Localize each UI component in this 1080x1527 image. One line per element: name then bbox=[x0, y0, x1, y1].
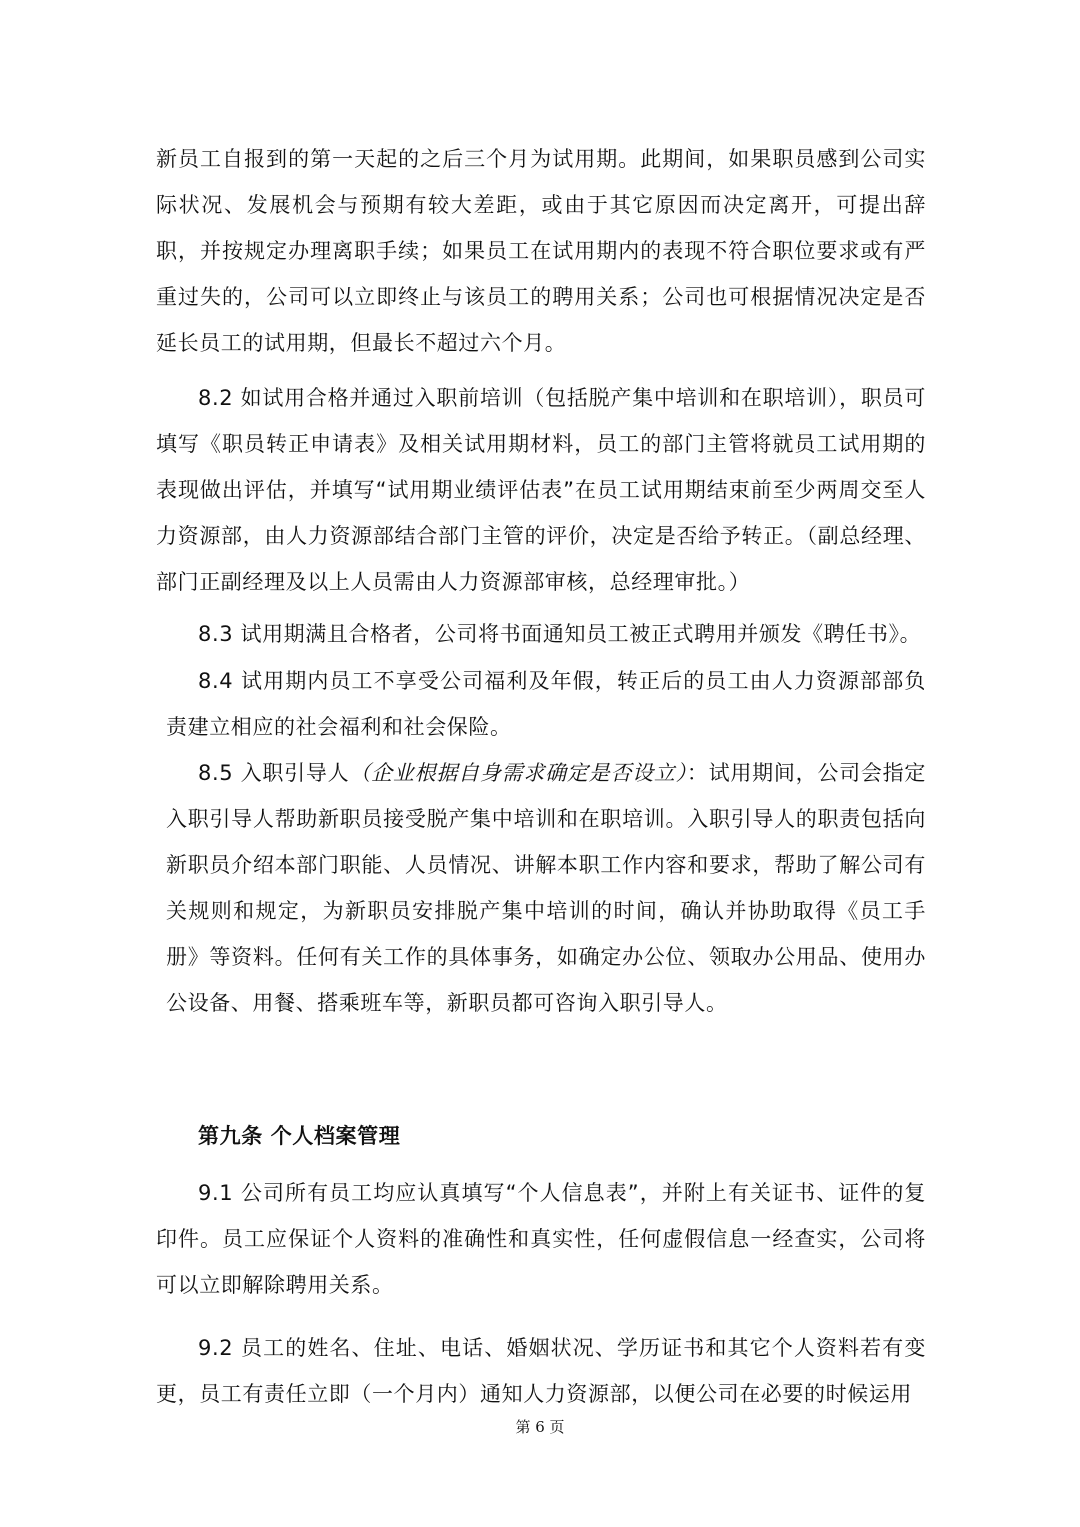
paragraph-8-4: 8.4 试用期内员工不享受公司福利及年假，转正后的员工由人力资源部部负责建立相应的社会福利和社会保险。 bbox=[166, 669, 926, 739]
section-heading-9: 第九条 个人档案管理 bbox=[198, 1124, 401, 1148]
paragraph-8-2: 8.2 如试用合格并通过入职前培训（包括脱产集中培训和在职培训），职员可填写《职员转正申请表》及相关试用期材料，员工的部门主管将就员工试用期的表现做出评估，并填写“试用期业绩评估表”在员工试用期结束前至少两周交至人力资源部，由人力资源部结合部门主管的评价，决定是否给予转正。（副总经理、部门正副经理及以上人员需由人力资源部审核，总经理审批。） bbox=[156, 386, 926, 594]
paragraph-8-5-note: （企业根据自身需求确定是否设立） bbox=[349, 761, 687, 785]
paragraph-8-5-lead: 8.5 入职引导人 bbox=[198, 761, 350, 785]
paragraph-8-5-body: ：试用期间，公司会指定入职引导人帮助新职员接受脱产集中培训和在职培训。入职引导人的职责包括向新职员介绍本部门职能、人员情况、讲解本职工作内容和要求，帮助了解公司有关规则和规定，为新职员安排脱产集中培训的时间，确认并协助取得《员工手册》等资料。任何有关工作的具体事务，如确定办公位、领取办公用品、使用办公设备、用餐、搭乘班车等，新职员都可咨询入职引导人。 bbox=[166, 761, 926, 1015]
paragraph-8-3: 8.3 试用期满且合格者，公司将书面通知员工被正式聘用并颁发《聘任书》。 bbox=[198, 622, 922, 646]
page-number: 第 6 页 bbox=[515, 1418, 565, 1436]
paragraph-probation-intro: 新员工自报到的第一天起的之后三个月为试用期。此期间，如果职员感到公司实际状况、发展机会与预期有较大差距，或由于其它原因而决定离开，可提出辞职，并按规定办理离职手续；如果员工在试用期内的表现不符合职位要求或有严重过失的，公司可以立即终止与该员工的聘用关系；公司也可根据情况决定是否延长员工的试用期，但最长不超过六个月。 bbox=[156, 147, 926, 355]
paragraph-9-2: 9.2 员工的姓名、住址、电话、婚姻状况、学历证书和其它个人资料若有变更，员工有责任立即（一个月内）通知人力资源部，以便公司在必要的时候运用 bbox=[156, 1336, 926, 1406]
paragraph-9-1: 9.1 公司所有员工均应认真填写“个人信息表”，并附上有关证书、证件的复印件。员工应保证个人资料的准确性和真实性，任何虚假信息一经查实，公司将可以立即解除聘用关系。 bbox=[156, 1181, 926, 1297]
paragraph-8-5 bbox=[166, 750, 926, 1026]
